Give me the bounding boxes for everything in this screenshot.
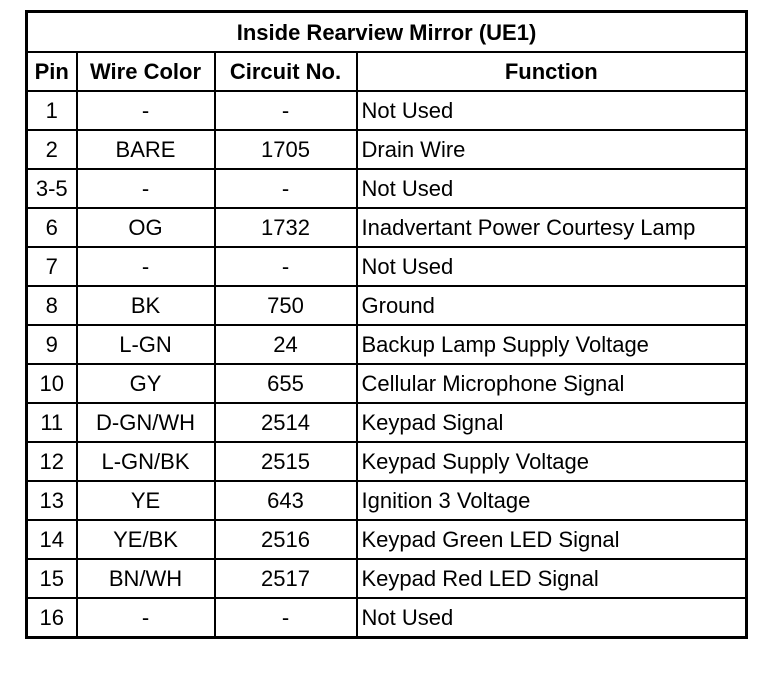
cell-pin: 14 bbox=[27, 520, 77, 559]
cell-pin: 15 bbox=[27, 559, 77, 598]
cell-pin: 3-5 bbox=[27, 169, 77, 208]
cell-pin: 6 bbox=[27, 208, 77, 247]
cell-function: Backup Lamp Supply Voltage bbox=[357, 325, 747, 364]
cell-function: Drain Wire bbox=[357, 130, 747, 169]
cell-wire-color: - bbox=[77, 91, 215, 130]
cell-function: Not Used bbox=[357, 169, 747, 208]
cell-circuit-no: 750 bbox=[215, 286, 357, 325]
cell-circuit-no: 2516 bbox=[215, 520, 357, 559]
cell-pin: 1 bbox=[27, 91, 77, 130]
table-row bbox=[27, 91, 747, 130]
cell-pin: 9 bbox=[27, 325, 77, 364]
connector-pinout-table bbox=[25, 10, 748, 639]
cell-function: Keypad Signal bbox=[357, 403, 747, 442]
cell-pin: 16 bbox=[27, 598, 77, 638]
table-title: Inside Rearview Mirror (UE1) bbox=[27, 12, 747, 53]
cell-function: Not Used bbox=[357, 247, 747, 286]
cell-function: Inadvertant Power Courtesy Lamp bbox=[357, 208, 747, 247]
table-row bbox=[27, 442, 747, 481]
cell-wire-color: L-GN/BK bbox=[77, 442, 215, 481]
cell-pin: 10 bbox=[27, 364, 77, 403]
table-header-row bbox=[27, 52, 747, 91]
cell-circuit-no: 1705 bbox=[215, 130, 357, 169]
table-row bbox=[27, 130, 747, 169]
cell-function: Keypad Supply Voltage bbox=[357, 442, 747, 481]
cell-wire-color: - bbox=[77, 169, 215, 208]
cell-function: Ignition 3 Voltage bbox=[357, 481, 747, 520]
cell-circuit-no: - bbox=[215, 91, 357, 130]
cell-pin: 13 bbox=[27, 481, 77, 520]
cell-circuit-no: 1732 bbox=[215, 208, 357, 247]
table-row bbox=[27, 559, 747, 598]
cell-function: Ground bbox=[357, 286, 747, 325]
cell-function: Keypad Red LED Signal bbox=[357, 559, 747, 598]
cell-wire-color: BARE bbox=[77, 130, 215, 169]
table-row bbox=[27, 481, 747, 520]
cell-circuit-no: - bbox=[215, 598, 357, 638]
cell-function: Not Used bbox=[357, 91, 747, 130]
cell-function: Not Used bbox=[357, 598, 747, 638]
column-header-function: Function bbox=[357, 52, 747, 91]
cell-function: Keypad Green LED Signal bbox=[357, 520, 747, 559]
cell-wire-color: BN/WH bbox=[77, 559, 215, 598]
column-header-wire-color: Wire Color bbox=[77, 52, 215, 91]
table-row bbox=[27, 286, 747, 325]
table-row bbox=[27, 403, 747, 442]
cell-pin: 11 bbox=[27, 403, 77, 442]
cell-wire-color: BK bbox=[77, 286, 215, 325]
cell-circuit-no: 643 bbox=[215, 481, 357, 520]
table-row bbox=[27, 208, 747, 247]
cell-circuit-no: - bbox=[215, 247, 357, 286]
cell-wire-color: YE bbox=[77, 481, 215, 520]
table-row bbox=[27, 520, 747, 559]
cell-wire-color: YE/BK bbox=[77, 520, 215, 559]
cell-wire-color: L-GN bbox=[77, 325, 215, 364]
table-row bbox=[27, 169, 747, 208]
cell-function: Cellular Microphone Signal bbox=[357, 364, 747, 403]
column-header-pin: Pin bbox=[27, 52, 77, 91]
table-row bbox=[27, 598, 747, 638]
connector-table-container bbox=[25, 10, 745, 639]
cell-wire-color: OG bbox=[77, 208, 215, 247]
cell-wire-color: D-GN/WH bbox=[77, 403, 215, 442]
cell-circuit-no: - bbox=[215, 169, 357, 208]
cell-pin: 8 bbox=[27, 286, 77, 325]
cell-circuit-no: 2517 bbox=[215, 559, 357, 598]
cell-pin: 7 bbox=[27, 247, 77, 286]
cell-circuit-no: 655 bbox=[215, 364, 357, 403]
column-header-circuit-no: Circuit No. bbox=[215, 52, 357, 91]
table-title-row bbox=[27, 12, 747, 53]
table-row bbox=[27, 364, 747, 403]
cell-circuit-no: 2515 bbox=[215, 442, 357, 481]
cell-pin: 12 bbox=[27, 442, 77, 481]
table-row bbox=[27, 325, 747, 364]
cell-wire-color: GY bbox=[77, 364, 215, 403]
cell-wire-color: - bbox=[77, 247, 215, 286]
table-row bbox=[27, 247, 747, 286]
cell-circuit-no: 24 bbox=[215, 325, 357, 364]
cell-pin: 2 bbox=[27, 130, 77, 169]
table-body bbox=[27, 91, 747, 638]
cell-wire-color: - bbox=[77, 598, 215, 638]
cell-circuit-no: 2514 bbox=[215, 403, 357, 442]
